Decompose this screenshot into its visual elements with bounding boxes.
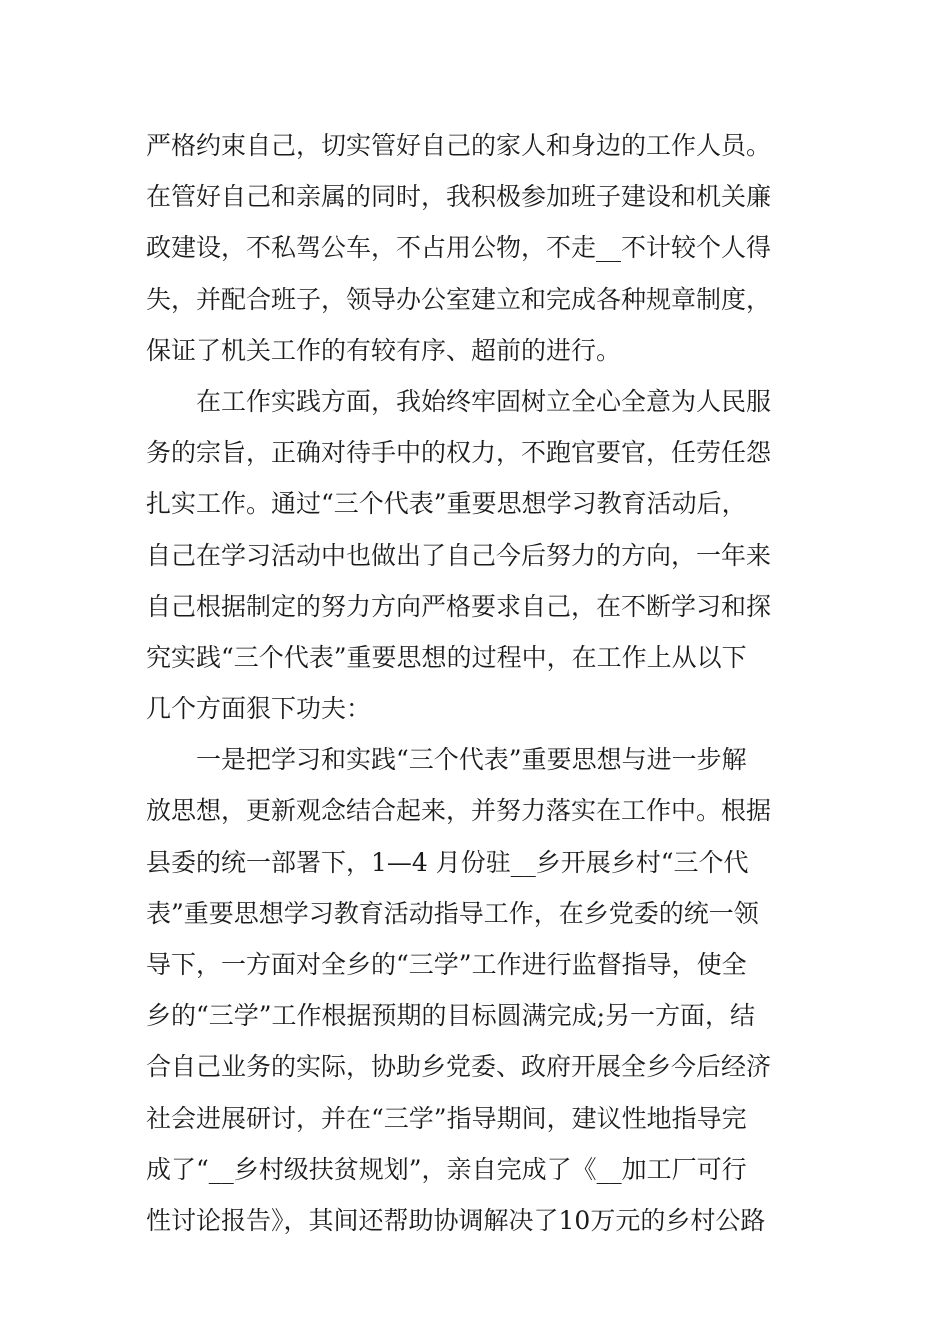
text-line: 自己在学习活动中也做出了自己今后努力的方向，一年来 xyxy=(146,540,772,570)
text-line: 严格约束自己，切实管好自己的家人和身边的工作人员。 xyxy=(146,131,772,160)
text-line: 扎实工作。通过“三个代表”重要思想学习教育活动后， xyxy=(146,489,747,519)
text-line: 导下，一方面对全乡的“三学”工作进行监督指导，使全 xyxy=(146,950,747,979)
text-line: 一是把学习和实践“三个代表”重要思想与进一步解 xyxy=(146,745,747,775)
text-line: 社会进展研讨，并在“三学”指导期间，建议性地指导完 xyxy=(146,1103,747,1133)
text-line: 合自己业务的实际，协助乡党委、政府开展全乡今后经济 xyxy=(146,1052,772,1082)
text-line: 自己根据制定的努力方向严格要求自己，在不断学习和探 xyxy=(146,591,772,621)
text-line: 表”重要思想学习教育活动指导工作，在乡党委的统一领 xyxy=(146,898,759,928)
text-line: 性讨论报告》，其间还帮助协调解决了10万元的乡村公路 xyxy=(146,1205,766,1235)
text-line: 乡的“三学”工作根据预期的目标圆满完成;另一方面，结 xyxy=(146,1001,755,1031)
text-line: 保证了机关工作的有较有序、超前的进行。 xyxy=(146,335,622,365)
text-line: 县委的统一部署下，1—4 月份驻__乡开展乡村“三个代 xyxy=(146,847,749,877)
text-line: 务的宗旨，正确对待手中的权力，不跑官要官，任劳任怨 xyxy=(146,438,772,468)
text-line: 放思想，更新观念结合起来，并努力落实在工作中。根据 xyxy=(146,796,772,826)
text-line: 在管好自己和亲属的同时，我积极参加班子建设和机关廉 xyxy=(146,182,772,212)
text-line: 政建设，不私驾公车，不占用公物，不走__不计较个人得 xyxy=(146,233,772,263)
body-text xyxy=(146,124,816,1250)
text-line: 在工作实践方面，我始终牢固树立全心全意为人民服 xyxy=(146,386,772,416)
text-line: 失，并配合班子，领导办公室建立和完成各种规章制度， xyxy=(146,284,772,314)
text-line: 几个方面狠下功夫： xyxy=(146,694,372,724)
text-line: 成了“__乡村级扶贫规划”，亲自完成了《__加工厂可行 xyxy=(146,1154,747,1184)
text-line: 究实践“三个代表”重要思想的过程中，在工作上从以下 xyxy=(146,642,747,672)
